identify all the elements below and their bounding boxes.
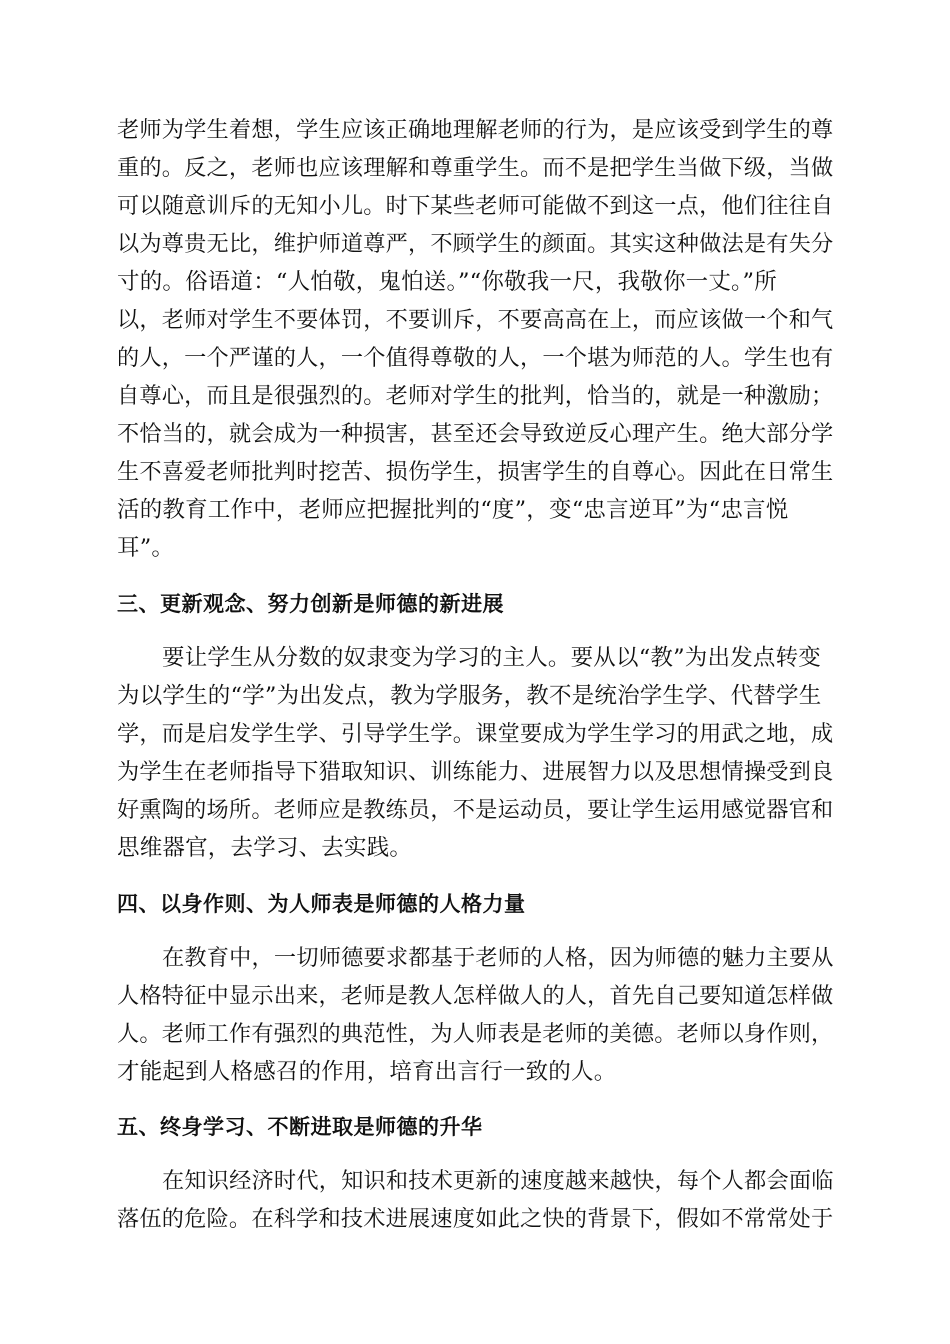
section-heading: 三、更新观念、努力创新是师德的新进展 — [117, 592, 504, 616]
paragraph-line: 在教育中，一切师德要求都基于老师的人格，因为师德的魅力主要从 — [162, 945, 834, 971]
paragraph-line: 学，而是启发学生学、引导学生学。课堂要成为学生学习的用武之地，成 — [117, 721, 834, 747]
paragraph-line: 为以学生的“学”为出发点，教为学服务，教不是统治学生学、代替学生 — [117, 683, 822, 709]
section-heading: 四、以身作则、为人师表是师德的人格力量 — [117, 892, 526, 916]
paragraph-line: 思维器官，去学习、去实践。 — [117, 835, 413, 861]
paragraph-line: 以为尊贵无比，维护师道尊严，不顾学生的颜面。其实这种做法是有失分 — [117, 231, 834, 257]
paragraph-line: 要让学生从分数的奴隶变为学习的主人。要从以“教”为出发点转变 — [162, 645, 822, 671]
paragraph-line: 好熏陶的场所。老师应是教练员，不是运动员，要让学生运用感觉器官和 — [117, 797, 834, 823]
paragraph-line: 重的。反之，老师也应该理解和尊重学生。而不是把学生当做下级，当做 — [117, 155, 834, 181]
paragraph-line: 老师为学生着想，学生应该正确地理解老师的行为，是应该受到学生的尊 — [117, 117, 834, 143]
paragraph-line: 不恰当的，就会成为一种损害，甚至还会导致逆反心理产生。绝大部分学 — [117, 421, 834, 447]
paragraph-line: 为学生在老师指导下猎取知识、训练能力、进展智力以及思想情操受到良 — [117, 759, 834, 785]
paragraph-line: 可以随意训斥的无知小儿。时下某些老师可能做不到这一点，他们往往自 — [117, 193, 834, 219]
paragraph-line: 人。老师工作有强烈的典范性，为人师表是老师的美德。老师以身作则， — [117, 1021, 834, 1047]
paragraph-line: 以，老师对学生不要体罚，不要训斥，不要高高在上，而应该做一个和气 — [117, 307, 834, 333]
paragraph-line: 耳”。 — [117, 535, 175, 561]
paragraph-line: 的人，一个严谨的人，一个值得尊敬的人，一个堪为师范的人。学生也有 — [117, 345, 834, 371]
paragraph-line: 在知识经济时代，知识和技术更新的速度越来越快，每个人都会面临 — [162, 1168, 834, 1194]
paragraph-line: 才能起到人格感召的作用，培育出言行一致的人。 — [117, 1059, 617, 1085]
paragraph-line: 人格特征中显示出来，老师是教人怎样做人的人，首先自己要知道怎样做 — [117, 983, 834, 1009]
paragraph-line: 活的教育工作中，老师应把握批判的“度”，变“忠言逆耳”为“忠言悦 — [117, 497, 789, 523]
section-heading: 五、终身学习、不断进取是师德的升华 — [117, 1115, 483, 1139]
paragraph-line: 寸的。俗语道：“人怕敬，鬼怕送。”“你敬我一尺，我敬你一丈。”所 — [117, 269, 777, 295]
paragraph-line: 自尊心，而且是很强烈的。老师对学生的批判，恰当的，就是一种激励； — [117, 383, 834, 409]
paragraph-line: 落伍的危险。在科学和技术进展速度如此之快的背景下，假如不常常处于 — [117, 1206, 834, 1232]
paragraph-line: 生不喜爱老师批判时挖苦、损伤学生，损害学生的自尊心。因此在日常生 — [117, 459, 834, 485]
